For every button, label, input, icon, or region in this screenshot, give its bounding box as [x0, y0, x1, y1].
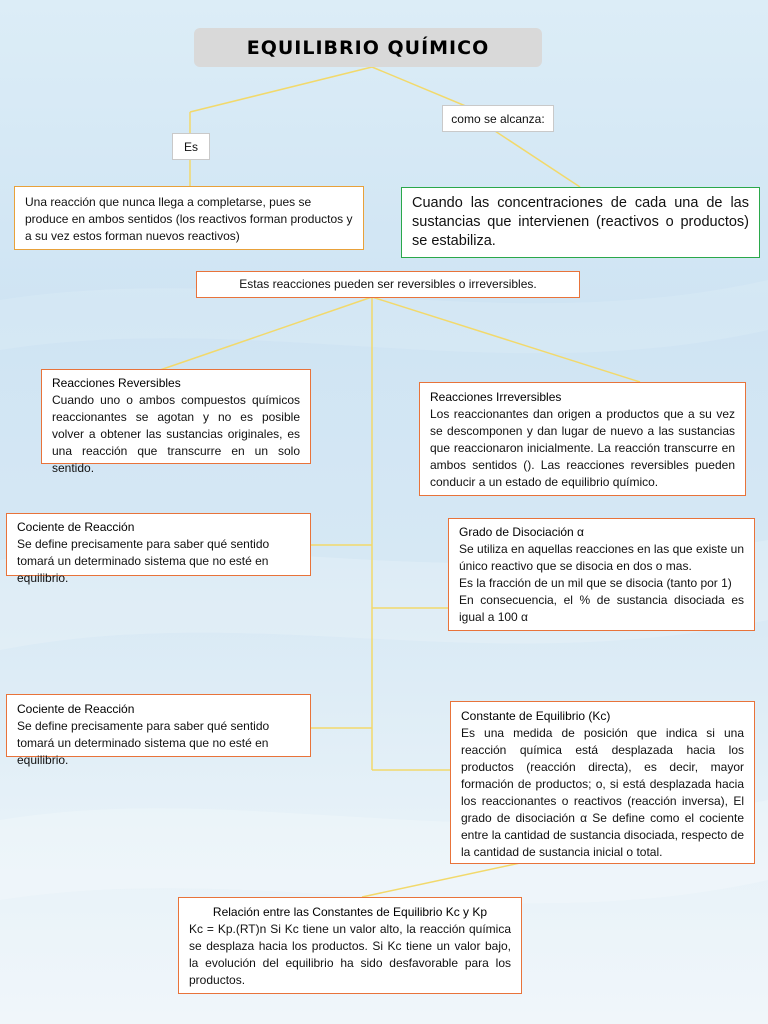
reversibles-box: [41, 369, 311, 475]
irreversibles-text: Los reaccionantes dan origen a productos que a su vez se descomponen y dan lugar de nuevo a las sustancias que reaccionaron inicialmente. La reacción transcurre en ambos sentidos (). Las reacciones reversibles pueden conducir a un estado de equilibrio químico.: [430, 407, 735, 489]
achieved-text: Cuando las concentraciones de cada una de las sustancias que intervienen (reactivos o productos) se estabiliza.: [412, 195, 749, 249]
cociente-2-title: Cociente de Reacción: [17, 702, 135, 716]
cociente-box-2: [6, 694, 311, 767]
cociente-1-text: Se define precisamente para saber qué sentido tomará un determinado sistema que no esté en equilibrio.: [17, 537, 270, 585]
reversibles-title: Reacciones Reversibles: [52, 376, 181, 390]
label-es: Es: [172, 133, 210, 160]
relacion-box: [178, 897, 522, 994]
grado-line-2: Es la fracción de un mil que se disocia (tanto por 1): [459, 576, 732, 590]
cociente-1-title: Cociente de Reacción: [17, 520, 135, 534]
grado-title: Grado de Disociación α: [459, 525, 584, 539]
irreversibles-title: Reacciones Irreversibles: [430, 390, 562, 404]
grado-line-1: Se utiliza en aquellas reacciones en las que existe un único reactivo que se disocia en dos o mas.: [459, 542, 744, 573]
relacion-text: Kc = Kp.(RT)n Si Kc tiene un valor alto, la reacción química se desplaza hacia los productos. Si Kc tiene un valor bajo, la evolución del equilibrio ha sido desfavorable para los productos.: [189, 922, 511, 987]
page-title: EQUILIBRIO QUÍMICO: [194, 28, 542, 67]
constante-box: [450, 701, 755, 864]
definition-box: [14, 186, 364, 250]
line-title-es: [190, 67, 372, 112]
irreversibles-box: [419, 382, 746, 496]
achieved-box: [401, 187, 760, 258]
reversibles-text: Cuando uno o ambos compuestos químicos reaccionantes se agotan y no es posible volver a obtener las sustancias originales, es una reacción que transcurre en un solo sentido.: [52, 393, 300, 475]
line-como-achieved: [495, 131, 580, 187]
grado-line-3: En consecuencia, el % de sustancia disociada es igual a 100 α: [459, 593, 744, 624]
relacion-title: Relación entre las Constantes de Equilibrio Kc y Kp: [212, 905, 488, 919]
cociente-box-1: [6, 513, 311, 585]
grado-box: [448, 518, 755, 631]
cociente-2-text: Se define precisamente para saber qué sentido tomará un determinado sistema que no esté en equilibrio.: [17, 719, 270, 767]
label-como-se-alcanza: como se alcanza:: [442, 105, 554, 132]
types-box: [196, 271, 580, 298]
constante-text: Es una medida de posición que indica si una reacción química está desplazada hacia los productos (reacción directa), es decir, mayor formación de productos; o, si está desplazada hacia los reaccionantes o reactivos (reacción inversa), El grado de disociación α Se define como el cociente entre la cantidad de sustancia disociada, respecto de la cantidad de sustancia inicial o total.: [461, 726, 744, 859]
line-types-reversibles: [160, 297, 372, 370]
constante-title: Constante de Equilibrio (Kc): [461, 709, 611, 723]
line-types-irreversibles: [372, 297, 640, 382]
types-text: Estas reacciones pueden ser reversibles o irreversibles.: [239, 277, 537, 291]
line-constante-relacion: [362, 863, 520, 897]
definition-text: Una reacción que nunca llega a completarse, pues se produce en ambos sentidos (los reactivos forman productos y a su vez estos forman nuevos reactivos): [25, 195, 353, 243]
